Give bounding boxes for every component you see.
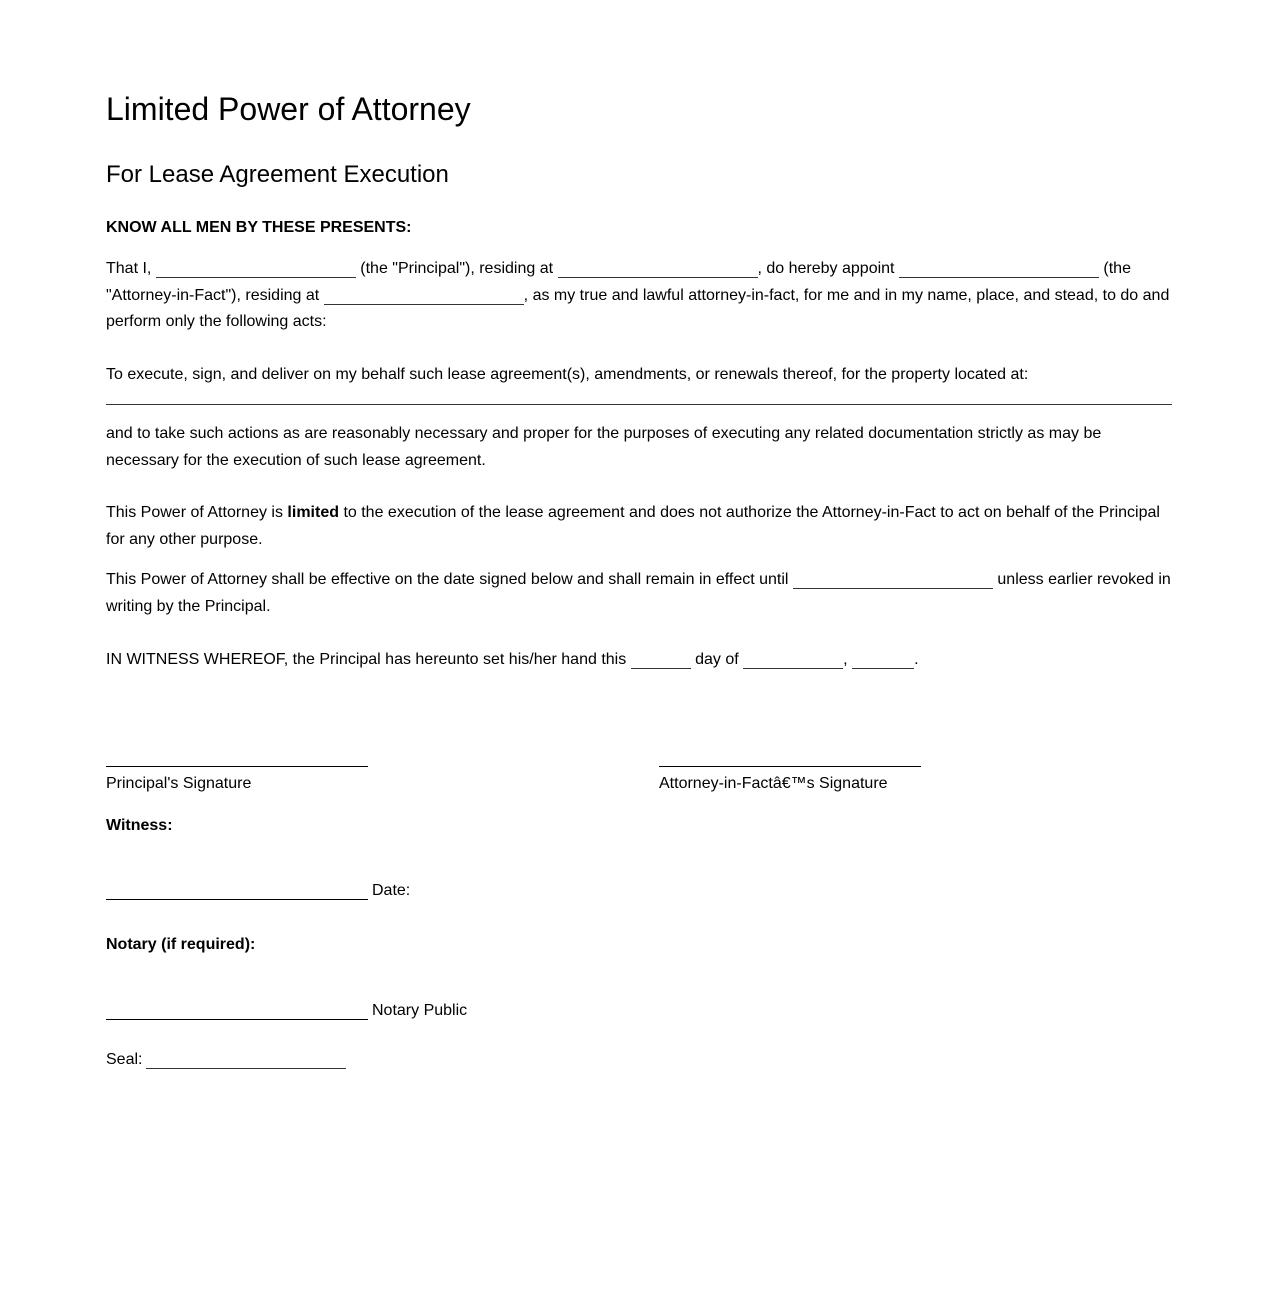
limitation-paragraph [106, 500, 1172, 553]
appointment-text-5: , as my true and lawful attorney-in-fact, for me and in my name, place, and stead, to do and perform only the following acts: [106, 286, 1170, 330]
acts-paragraph: To execute, sign, and deliver on my behalf such lease agreement(s), amendments, or renewals thereof, for the property located at: [106, 366, 1029, 383]
expiration-date-blank[interactable] [793, 572, 993, 589]
witness-signature-line[interactable] [106, 883, 368, 900]
witness-clause-comma: , [843, 651, 848, 668]
month-blank[interactable] [743, 652, 843, 669]
property-address-blank[interactable] [106, 404, 1172, 405]
effective-text-after: unless earlier revoked in writing by the Principal. [106, 571, 1171, 615]
seal-label: Seal: [106, 1051, 143, 1068]
principal-name-blank[interactable] [156, 261, 356, 278]
actions-paragraph: and to take such actions as are reasonably necessary and proper for the purposes of executing any related documentation strictly as may be necessary for the execution of such lease agreement. [106, 425, 1102, 469]
intro-heading: KNOW ALL MEN BY THESE PRESENTS: [106, 219, 412, 236]
principal-signature-label: Principal's Signature [106, 775, 252, 792]
effective-text-before: This Power of Attorney shall be effective on the date signed below and shall remain in effect until [106, 571, 789, 588]
seal-blank[interactable] [146, 1052, 346, 1069]
appointment-paragraph [106, 256, 1172, 336]
attorney-address-blank[interactable] [324, 288, 524, 305]
limitation-text-before: This Power of Attorney is [106, 504, 283, 521]
witness-date-label: Date: [372, 882, 411, 899]
attorney-name-blank[interactable] [899, 261, 1099, 278]
notary-signature-row [106, 1001, 467, 1021]
principal-address-blank[interactable] [558, 261, 758, 278]
document-title: Limited Power of Attorney [106, 91, 471, 127]
appointment-text-3: , do hereby appoint [757, 260, 895, 277]
notary-heading: Notary (if required): [106, 936, 256, 953]
notary-public-label: Notary Public [372, 1002, 468, 1019]
effective-paragraph [106, 567, 1172, 620]
document-subtitle: For Lease Agreement Execution [106, 161, 449, 188]
appointment-text-4: (the "Attorney-in-Fact"), residing at [106, 260, 1131, 304]
attorney-signature-line[interactable] [659, 766, 921, 767]
witness-clause-text: IN WITNESS WHEREOF, the Principal has hereunto set his/her hand this [106, 651, 627, 668]
attorney-signature-label: Attorney-in-Factâ€™s Signature [659, 775, 888, 792]
witness-clause-day-of: day of [695, 651, 739, 668]
appointment-text-2: (the "Principal"), residing at [360, 260, 554, 277]
witness-signature-row [106, 881, 410, 901]
seal-row [106, 1050, 346, 1070]
witness-clause-period: . [914, 651, 919, 668]
notary-signature-line[interactable] [106, 1003, 368, 1020]
limitation-text-after: to the execution of the lease agreement and does not authorize the Attorney-in-Fact to act on behalf of the Principal for any other purpose. [106, 504, 1160, 548]
witness-clause-paragraph [106, 647, 1172, 674]
day-blank[interactable] [631, 652, 691, 669]
witness-heading: Witness: [106, 817, 173, 834]
year-blank[interactable] [852, 652, 914, 669]
appointment-text-1: That I, [106, 260, 152, 277]
limitation-bold-word: limited [287, 504, 339, 521]
principal-signature-line[interactable] [106, 766, 368, 767]
